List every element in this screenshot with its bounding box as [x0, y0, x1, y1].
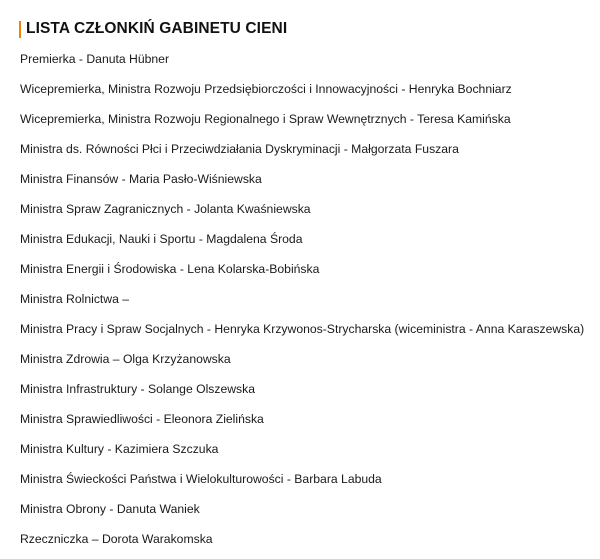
heading-title: LISTA CZŁONKIŃ GABINETU CIENI — [26, 20, 288, 37]
member-item: Ministra Rolnictwa – — [20, 292, 130, 306]
member-item: Ministra Sprawiedliwości - Eleonora Zielińska — [20, 412, 264, 426]
member-item: Wicepremierka, Ministra Rozwoju Regionalnego i Spraw Wewnętrznych - Teresa Kamińska — [20, 112, 511, 126]
section-heading — [19, 19, 287, 39]
member-item: Ministra Finansów - Maria Pasło-Wiśniewska — [20, 172, 262, 186]
member-item: Rzeczniczka – Dorota Warakomska — [20, 532, 213, 546]
member-item: Ministra Pracy i Spraw Socjalnych - Henryka Krzywonos-Strycharska (wiceministra - Anna Karaszewska) — [20, 322, 585, 336]
member-item: Ministra ds. Równości Płci i Przeciwdziałania Dyskryminacji - Małgorzata Fuszara — [20, 142, 459, 156]
member-item: Ministra Obrony - Danuta Waniek — [20, 502, 200, 516]
member-item: Ministra Zdrowia – Olga Krzyżanowska — [20, 352, 231, 366]
member-item: Wicepremierka, Ministra Rozwoju Przedsiębiorczości i Innowacyjności - Henryka Bochniarz — [20, 82, 512, 96]
member-item: Ministra Kultury - Kazimiera Szczuka — [20, 442, 219, 456]
member-item: Ministra Infrastruktury - Solange Olszewska — [20, 382, 256, 396]
member-item: Premierka - Danuta Hübner — [20, 52, 170, 66]
cabinet-member-list — [20, 49, 584, 559]
member-item: Ministra Świeckości Państwa i Wielokulturowości - Barbara Labuda — [20, 472, 382, 486]
heading-accent-bar — [19, 21, 21, 38]
member-item: Ministra Energii i Środowiska - Lena Kolarska-Bobińska — [20, 262, 320, 276]
member-item: Ministra Edukacji, Nauki i Sportu - Magdalena Środa — [20, 232, 303, 246]
member-item: Ministra Spraw Zagranicznych - Jolanta Kwaśniewska — [20, 202, 311, 216]
